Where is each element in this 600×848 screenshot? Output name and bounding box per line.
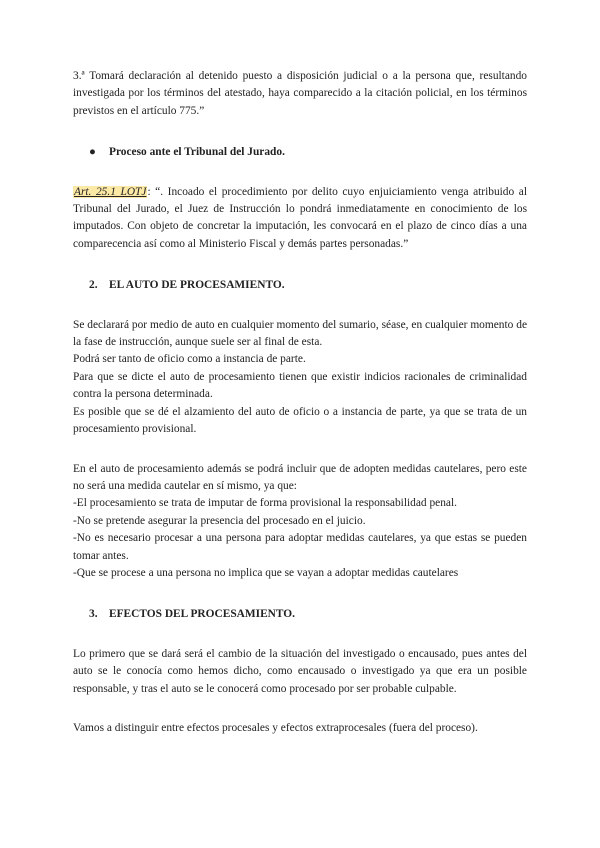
paragraph-alzamiento: Es posible que se dé el alzamiento del auto de oficio o a instancia de parte, ya que se trata de un procesamiento provisional. [73, 405, 527, 436]
list-item: -No se pretende asegurar la presencia del procesado en el juicio. [73, 514, 366, 527]
section-title: EL AUTO DE PROCESAMIENTO. [109, 279, 285, 292]
section-heading-efectos [73, 606, 527, 623]
section-heading-auto-procesamiento [73, 277, 527, 294]
paragraph-cambio-situacion: Lo primero que se dará será el cambio de la situación del investigado o encausado, pues antes del auto se le conocía como hemos dicho, como encausado o investigado ya que era un posible responsable, y tras el auto se le conocerá como procesado por ser probable culpable. [73, 647, 527, 695]
article-reference-link[interactable]: Art. 25.1 LOTJ [74, 185, 147, 198]
paragraph-art-25-text: : “. Incoado el procedimiento por delito cuyo enjuiciamiento venga atribuido al Tribunal del Jurado, el Juez de Instrucción lo pondrá inmediatamente en conocimiento de los imputados. Con objeto de concretar la imputación, les convocará en el plazo de cinco días a una comparecencia así como al Ministerio Fiscal y demás partes personadas.” [73, 185, 527, 250]
list-item: -Que se procese a una persona no implica que se vayan a adoptar medidas cautelares [73, 566, 459, 579]
bullet-heading-jurado [73, 144, 527, 161]
section-number: 2. [89, 279, 98, 292]
bullet-icon: ● [89, 146, 96, 159]
paragraph-indicios: Para que se dicte el auto de procesamiento tienen que existir indicios racionales de criminalidad contra la persona determinada. [73, 370, 527, 401]
bullet-heading-text: Proceso ante el Tribunal del Jurado. [109, 146, 285, 159]
section-number: 3. [89, 608, 98, 621]
paragraph-declaracion: Se declarará por medio de auto en cualquier momento del sumario, séase, en cualquier momento de la fase de instrucción, aunque suele ser al final de esta. [73, 318, 527, 349]
paragraph-efectos: Vamos a distinguir entre efectos procesales y efectos extraprocesales (fuera del proceso). [73, 721, 478, 734]
list-item: -No es necesario procesar a una persona para adoptar medidas cautelares, ya que estas se pueden tomar antes. [73, 532, 527, 562]
section-title: EFECTOS DEL PROCESAMIENTO. [109, 608, 295, 621]
paragraph-art-25 [73, 184, 527, 254]
paragraph-oficio: Podrá ser tanto de oficio como a instancia de parte. [73, 353, 306, 366]
paragraph-article-775: 3.ª Tomará declaración al detenido puesto a disposición judicial o a la persona que, resultando investigada por los términos del atestado, haya comparecido a la citación policial, en los términos previstos en el artículo 775.” [73, 70, 527, 117]
list-item: -El procesamiento se trata de imputar de forma provisional la responsabilidad penal. [73, 497, 457, 510]
paragraph-medidas-cautelares: En el auto de procesamiento además se podrá incluir que de adopten medidas cautelares, pero este no será una medida cautelar en sí mismo, ya que: [73, 462, 527, 492]
